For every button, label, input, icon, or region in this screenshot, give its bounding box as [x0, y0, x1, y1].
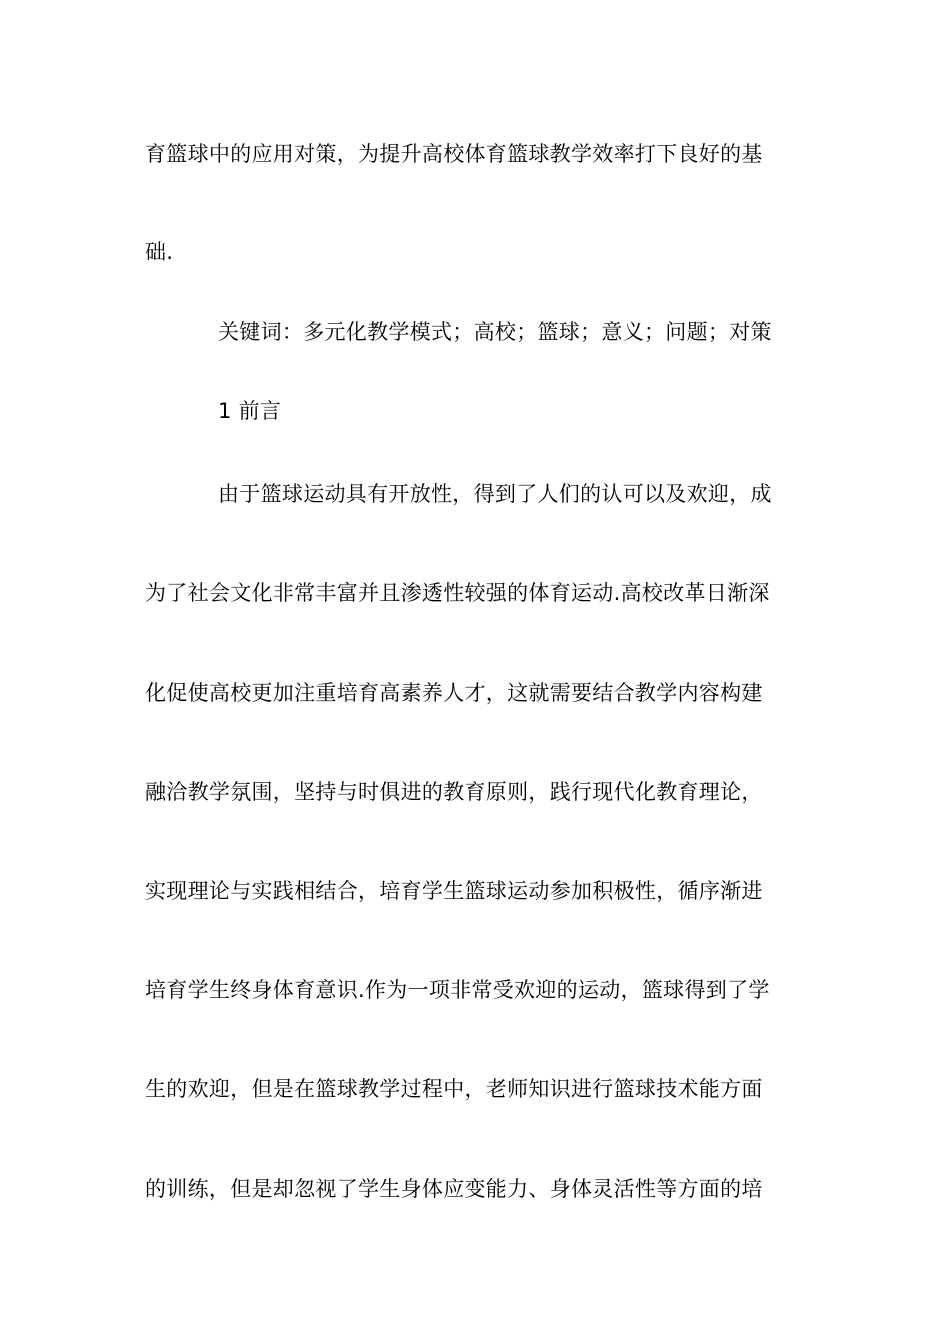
paragraph-line: 的训练，但是却忽视了学生身体应变能力、身体灵活性等方面的培	[145, 1177, 763, 1201]
keywords-line: 关键词：多元化教学模式；高校；篮球；意义；问题；对策	[218, 320, 772, 344]
paragraph-line: 培育学生终身体育意识.作为一项非常受欢迎的运动，篮球得到了学	[145, 978, 770, 1002]
paragraph-line: 实现理论与实践相结合，培育学生篮球运动参加积极性，循序渐进	[145, 879, 763, 903]
paragraph-line: 为了社会文化非常丰富并且渗透性较强的体育运动.高校改革日渐深	[145, 581, 770, 605]
section-heading: 1 前言	[218, 399, 282, 423]
paragraph-line: 由于篮球运动具有开放性，得到了人们的认可以及欢迎，成	[218, 482, 772, 506]
abstract-line: 育篮球中的应用对策，为提升高校体育篮球教学效率打下良好的基	[145, 142, 763, 166]
abstract-line: 础.	[145, 240, 174, 264]
paragraph-line: 化促使高校更加注重培育高素养人才，这就需要结合教学内容构建	[145, 681, 763, 705]
paragraph-line: 生的欢迎，但是在篮球教学过程中，老师知识进行篮球技术能方面	[145, 1077, 763, 1101]
paragraph-line: 融洽教学氛围，坚持与时俱进的教育原则，践行现代化教育理论，	[145, 780, 763, 804]
